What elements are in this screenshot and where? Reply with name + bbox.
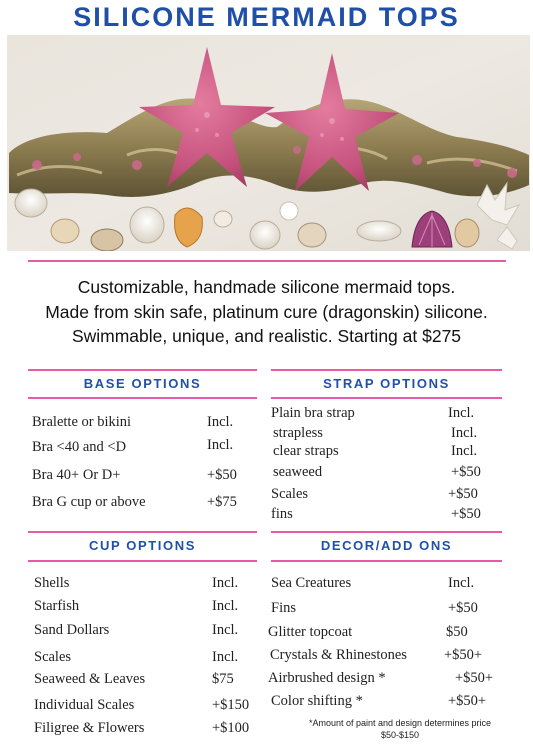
- decor-option-price: $50: [446, 624, 468, 640]
- footnote-line: $50-$150: [380, 730, 420, 740]
- intro-line: Customizable, handmade silicone mermaid tops.: [77, 277, 456, 297]
- decor-addons-heading: DECOR/ADD ONS: [320, 538, 453, 553]
- cup-option-label: Individual Scales: [34, 697, 135, 713]
- cup-option-price: +$150: [212, 697, 250, 713]
- strap-rule-bottom: [271, 397, 502, 399]
- pricing-footnote: [268, 717, 532, 741]
- strap-option-price: Incl.: [451, 425, 478, 441]
- cup-option-price: +$100: [212, 720, 250, 736]
- decor-option-price: Incl.: [448, 575, 475, 591]
- cup-rule-top: [28, 531, 257, 533]
- decor-option-label: Color shifting *: [271, 693, 363, 709]
- strap-option-label: clear straps: [273, 443, 339, 459]
- strap-option-label: Plain bra strap: [271, 405, 355, 421]
- footnote-line: *Amount of paint and design determines price: [308, 718, 492, 728]
- cup-option-label: Seaweed & Leaves: [34, 671, 146, 687]
- cup-option-label: Filigree & Flowers: [34, 720, 145, 736]
- cup-option-label: Scales: [34, 649, 72, 665]
- cup-option-label: Shells: [34, 575, 70, 591]
- cup-option-label: Sand Dollars: [34, 622, 110, 638]
- strap-options-heading: STRAP OPTIONS: [323, 376, 450, 391]
- cup-option-label: Starfish: [34, 598, 80, 614]
- intro-line: Swimmable, unique, and realistic. Starting at $275: [71, 326, 462, 346]
- cup-option-price: Incl.: [212, 622, 239, 638]
- strap-rule-top: [271, 369, 502, 371]
- base-option-price: +$50: [207, 467, 237, 483]
- intro-line: Made from skin safe, platinum cure (dragonskin) silicone.: [45, 301, 488, 322]
- hero-image: [7, 35, 530, 251]
- base-option-label: Bralette or bikini: [32, 414, 132, 430]
- decor-option-label: Glitter topcoat: [268, 624, 353, 640]
- strap-option-price: +$50: [451, 506, 481, 522]
- base-rule-top: [28, 369, 257, 371]
- decor-option-price: +$50+: [444, 647, 483, 663]
- decor-option-price: +$50+: [448, 693, 487, 709]
- base-option-price: Incl.: [207, 437, 234, 453]
- cup-option-price: Incl.: [212, 575, 239, 591]
- cup-option-price: $75: [212, 671, 234, 687]
- strap-option-label: Scales: [271, 486, 309, 502]
- base-option-price: Incl.: [207, 414, 234, 430]
- decor-rule-top: [271, 531, 502, 533]
- strap-option-label: strapless: [273, 425, 323, 441]
- decor-option-price: +$50: [448, 600, 478, 616]
- strap-option-price: Incl.: [448, 405, 475, 421]
- strap-option-label: fins: [271, 506, 293, 522]
- page-title: SILICONE MERMAID TOPS: [73, 2, 460, 32]
- strap-option-price: +$50: [448, 486, 478, 502]
- decor-option-label: Crystals & Rhinestones: [270, 647, 407, 663]
- base-option-price: +$75: [207, 494, 237, 510]
- cup-option-price: Incl.: [212, 598, 239, 614]
- base-option-label: Bra <40 and <D: [32, 439, 127, 455]
- decor-option-label: Airbrushed design *: [268, 670, 386, 686]
- strap-option-label: seaweed: [273, 464, 323, 480]
- cup-options-heading: CUP OPTIONS: [89, 538, 196, 553]
- base-rule-bottom: [28, 397, 257, 399]
- cup-option-price: Incl.: [212, 649, 239, 665]
- base-option-label: Bra G cup or above: [32, 494, 146, 510]
- decor-option-label: Sea Creatures: [271, 575, 352, 591]
- decor-option-price: +$50+: [455, 670, 494, 686]
- cup-rule-bottom: [28, 560, 257, 562]
- strap-option-price: Incl.: [451, 443, 478, 459]
- base-option-label: Bra 40+ Or D+: [32, 467, 121, 483]
- strap-option-price: +$50: [451, 464, 481, 480]
- intro-text: [0, 275, 533, 349]
- decor-option-label: Fins: [271, 600, 296, 616]
- intro-divider: [28, 260, 506, 262]
- base-options-heading: BASE OPTIONS: [83, 376, 202, 391]
- decor-rule-bottom: [271, 560, 502, 562]
